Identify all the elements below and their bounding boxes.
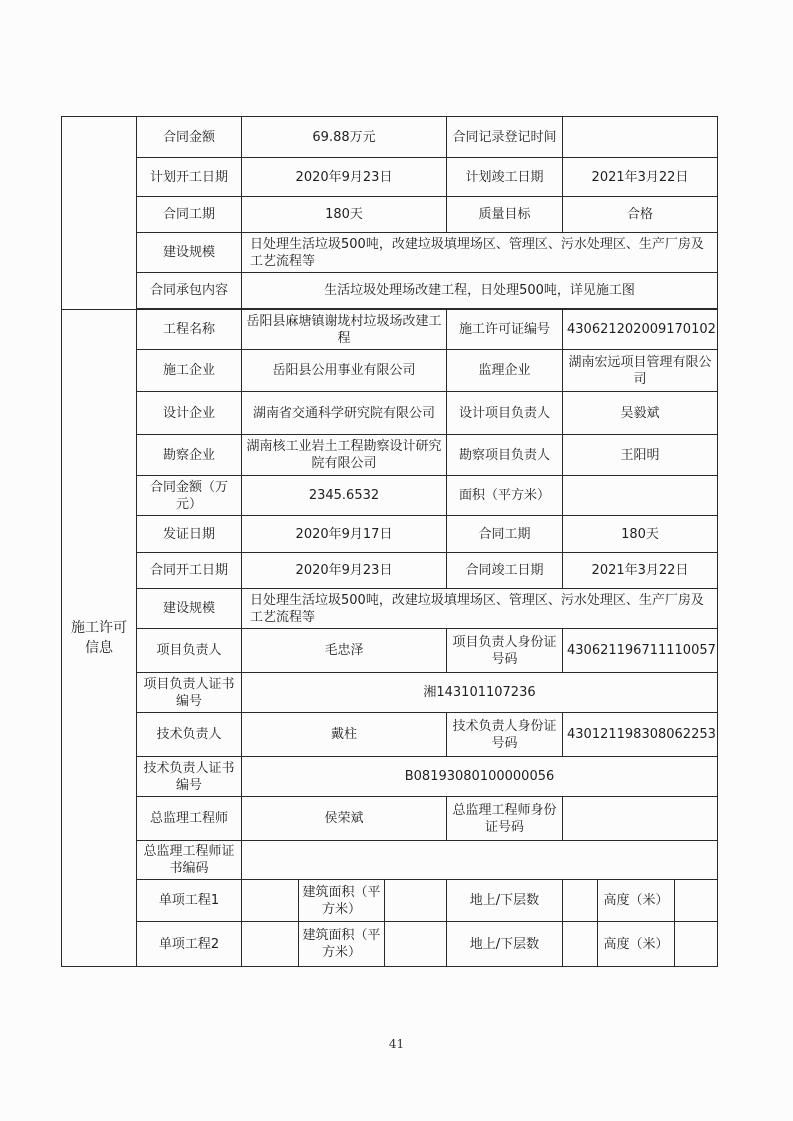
permit-group-label: 施工许可信息	[62, 310, 137, 967]
table-row	[62, 310, 718, 350]
field-label: 合同竣工日期	[447, 553, 563, 589]
field-value: 430121198308062253	[563, 713, 718, 757]
field-value: 吴毅斌	[563, 392, 718, 435]
field-value	[246, 880, 298, 921]
field-value	[384, 880, 442, 921]
field-label: 发证日期	[137, 516, 242, 553]
field-value: 2021年3月22日	[563, 553, 718, 589]
project-info-table	[61, 116, 718, 967]
field-label: 总监理工程师证书编码	[137, 841, 242, 880]
field-value: 湖南核工业岩土工程勘察设计研究院有限公司	[242, 435, 447, 476]
table-row	[62, 880, 718, 922]
field-label: 勘察企业	[137, 435, 242, 476]
field-value: 侯荣斌	[242, 797, 447, 841]
field-label: 单项工程2	[137, 922, 242, 967]
subproject-height-cell	[563, 880, 718, 922]
field-label: 质量目标	[447, 197, 563, 233]
field-label: 总监理工程师	[137, 797, 242, 841]
field-label: 项目负责人	[137, 629, 242, 673]
field-label: 施工许可证编号	[447, 310, 563, 350]
field-value	[563, 476, 718, 516]
field-value: 180天	[563, 516, 718, 553]
field-label: 高度（米）	[597, 880, 674, 921]
table-row	[62, 435, 718, 476]
table-row	[62, 757, 718, 797]
field-label: 施工企业	[137, 350, 242, 392]
field-label: 高度（米）	[597, 922, 674, 966]
table-row	[62, 158, 718, 197]
field-label: 总监理工程师身份证号码	[447, 797, 563, 841]
field-value: 毛忠泽	[242, 629, 447, 673]
table-row	[62, 117, 718, 158]
field-value: 湖南省交通科学研究院有限公司	[242, 392, 447, 435]
field-label: 技术负责人证书编号	[137, 757, 242, 797]
table-row	[62, 589, 718, 629]
field-label: 勘察项目负责人	[447, 435, 563, 476]
table-row	[62, 516, 718, 553]
field-value	[563, 797, 718, 841]
field-value: 2020年9月23日	[242, 553, 447, 589]
contract-group-cell	[62, 117, 137, 310]
table-row	[62, 233, 718, 273]
field-value: 生活垃圾处理场改建工程，日处理500吨，详见施工图	[242, 273, 718, 309]
field-label: 合同承包内容	[137, 273, 242, 309]
table-row	[62, 841, 718, 880]
table-row	[62, 673, 718, 713]
field-label: 合同记录登记时间	[447, 117, 563, 158]
field-label: 建筑面积（平方米）	[298, 922, 384, 966]
field-value	[384, 922, 442, 966]
table-row	[62, 197, 718, 233]
field-value: 2020年9月23日	[242, 158, 447, 197]
field-label: 计划开工日期	[137, 158, 242, 197]
table-row	[62, 922, 718, 967]
field-value	[242, 841, 718, 880]
field-value: 2021年3月22日	[563, 158, 718, 197]
field-value	[674, 922, 713, 966]
field-value: B08193080100000056	[242, 757, 718, 797]
field-value: 合格	[563, 197, 718, 233]
subproject-height-cell	[563, 922, 718, 967]
field-value: 2345.6532	[242, 476, 447, 516]
field-value	[567, 922, 597, 966]
subproject-area-cell	[242, 880, 447, 922]
field-value: 岳阳县公用事业有限公司	[242, 350, 447, 392]
field-value: 2020年9月17日	[242, 516, 447, 553]
field-label: 地上/下层数	[447, 922, 563, 967]
table-row	[62, 476, 718, 516]
field-label: 建设规模	[137, 589, 242, 629]
field-value: 日处理生活垃圾500吨，改建垃圾填埋场区、管理区、污水处理区、生产厂房及工艺流程等	[242, 589, 718, 629]
field-value: 430621196711110057	[563, 629, 718, 673]
field-value: 日处理生活垃圾500吨，改建垃圾填埋场区、管理区、污水处理区、生产厂房及工艺流程等	[242, 233, 718, 273]
field-label: 合同工期	[137, 197, 242, 233]
field-value: 岳阳县麻塘镇谢垅村垃圾场改建工程	[242, 310, 447, 350]
table-row	[62, 392, 718, 435]
field-label: 建筑面积（平方米）	[298, 880, 384, 921]
field-value	[567, 880, 597, 921]
field-value: 69.88万元	[242, 117, 447, 158]
field-label: 合同开工日期	[137, 553, 242, 589]
field-label: 技术负责人	[137, 713, 242, 757]
field-value: 戴柱	[242, 713, 447, 757]
field-label: 合同金额	[137, 117, 242, 158]
field-label: 技术负责人身份证号码	[447, 713, 563, 757]
field-label: 设计项目负责人	[447, 392, 563, 435]
page-number: 41	[388, 1037, 405, 1051]
field-label: 计划竣工日期	[447, 158, 563, 197]
table-row	[62, 713, 718, 757]
field-value: 湖南宏远项目管理有限公司	[563, 350, 718, 392]
field-label: 合同金额（万元）	[137, 476, 242, 516]
field-label: 工程名称	[137, 310, 242, 350]
field-value	[563, 117, 718, 158]
table-row	[62, 273, 718, 309]
field-label: 设计企业	[137, 392, 242, 435]
field-value: 430621202009170102	[563, 310, 718, 350]
field-label: 建设规模	[137, 233, 242, 273]
subproject-area-cell	[242, 922, 447, 967]
field-label: 项目负责人证书编号	[137, 673, 242, 713]
table-row	[62, 553, 718, 589]
field-label: 监理企业	[447, 350, 563, 392]
field-label: 单项工程1	[137, 880, 242, 922]
field-value	[674, 880, 713, 921]
field-label: 项目负责人身份证号码	[447, 629, 563, 673]
field-label: 地上/下层数	[447, 880, 563, 922]
field-label: 面积（平方米）	[447, 476, 563, 516]
field-value	[246, 922, 298, 966]
table-row	[62, 350, 718, 392]
table-row	[62, 797, 718, 841]
field-value: 王阳明	[563, 435, 718, 476]
table-row	[62, 629, 718, 673]
field-label: 合同工期	[447, 516, 563, 553]
field-value: 180天	[242, 197, 447, 233]
field-value: 湘143101107236	[242, 673, 718, 713]
